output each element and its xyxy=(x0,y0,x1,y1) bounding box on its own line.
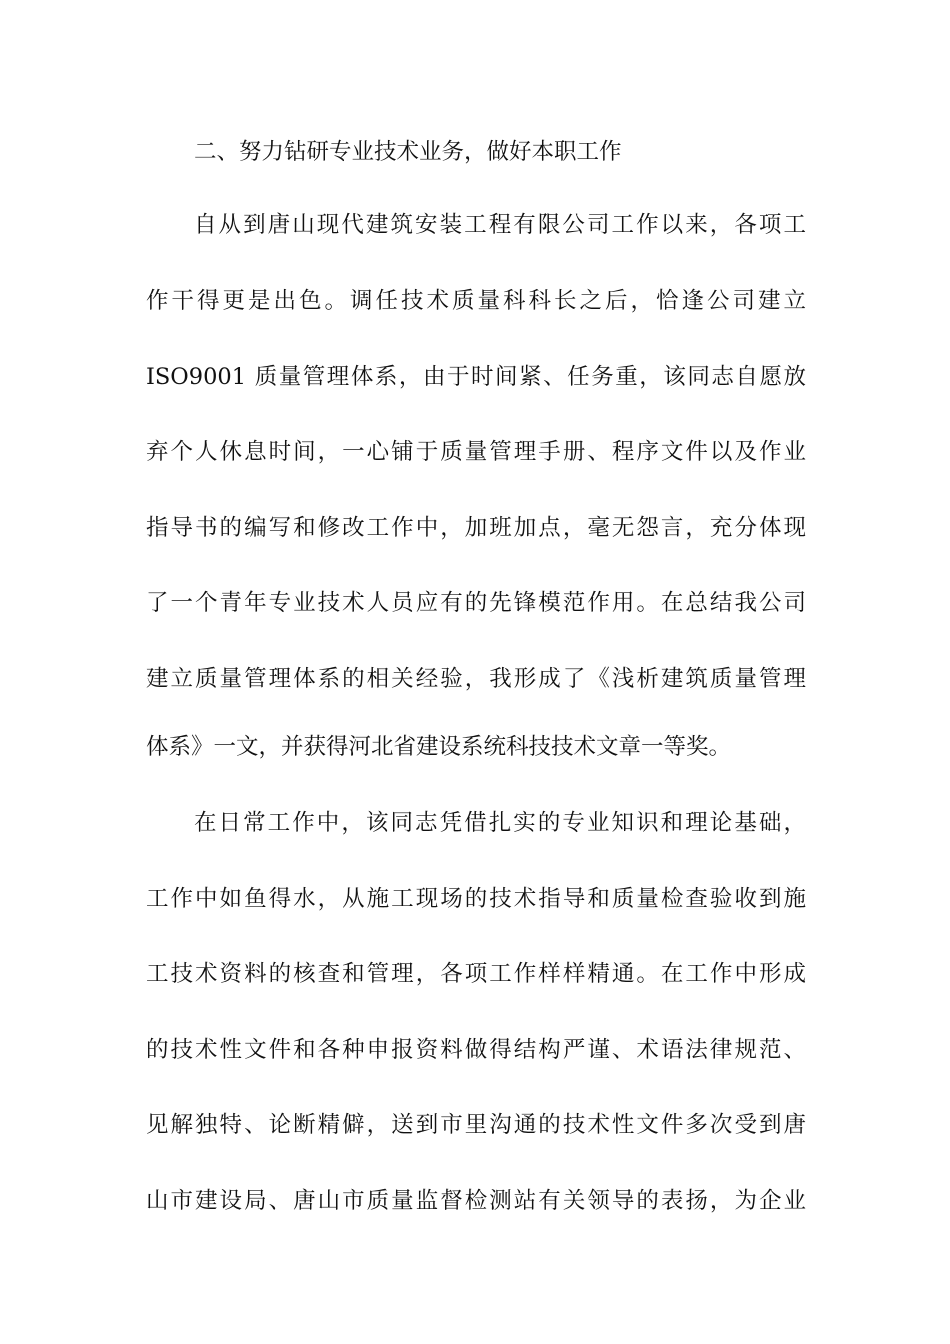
paragraph-1-line-1: 自从到唐山现代建筑安装工程有限公司工作以来，各项工 xyxy=(194,212,806,238)
paragraph-2-line-3: 工技术资料的核查和管理，各项工作样样精通。在工作中形成 xyxy=(146,961,806,987)
paragraph-1-line-6: 了一个青年专业技术人员应有的先锋模范作用。在总结我公司 xyxy=(146,590,806,616)
paragraph-2-line-6: 山市建设局、唐山市质量监督检测站有关领导的表扬，为企业 xyxy=(146,1188,806,1214)
paragraph-2-line-4: 的技术性文件和各种申报资料做得结构严谨、术语法律规范、 xyxy=(146,1037,806,1063)
paragraph-1-line-5: 指导书的编写和修改工作中，加班加点，毫无怨言，充分体现 xyxy=(146,515,806,541)
paragraph-2-line-1: 在日常工作中，该同志凭借扎实的专业知识和理论基础， xyxy=(194,810,806,836)
section-heading: 二、努力钻研专业技术业务，做好本职工作 xyxy=(194,139,622,165)
paragraph-2-line-2: 工作中如鱼得水，从施工现场的技术指导和质量检查验收到施 xyxy=(146,886,806,912)
paragraph-2-line-5: 见解独特、论断精僻，送到市里沟通的技术性文件多次受到唐 xyxy=(146,1112,806,1138)
paragraph-1-line-2: 作干得更是出色。调任技术质量科科长之后，恰逢公司建立 xyxy=(146,288,806,314)
paragraph-1-line-4: 弃个人休息时间，一心铺于质量管理手册、程序文件以及作业 xyxy=(146,439,806,465)
paragraph-1-line-7: 建立质量管理体系的相关经验，我形成了《浅析建筑质量管理 xyxy=(146,666,806,692)
paragraph-1-line-8: 体系》一文，并获得河北省建设系统科技技术文章一等奖。 xyxy=(146,734,732,760)
paragraph-1-line-3: ISO9001 质量管理体系，由于时间紧、任务重，该同志自愿放 xyxy=(146,364,806,390)
